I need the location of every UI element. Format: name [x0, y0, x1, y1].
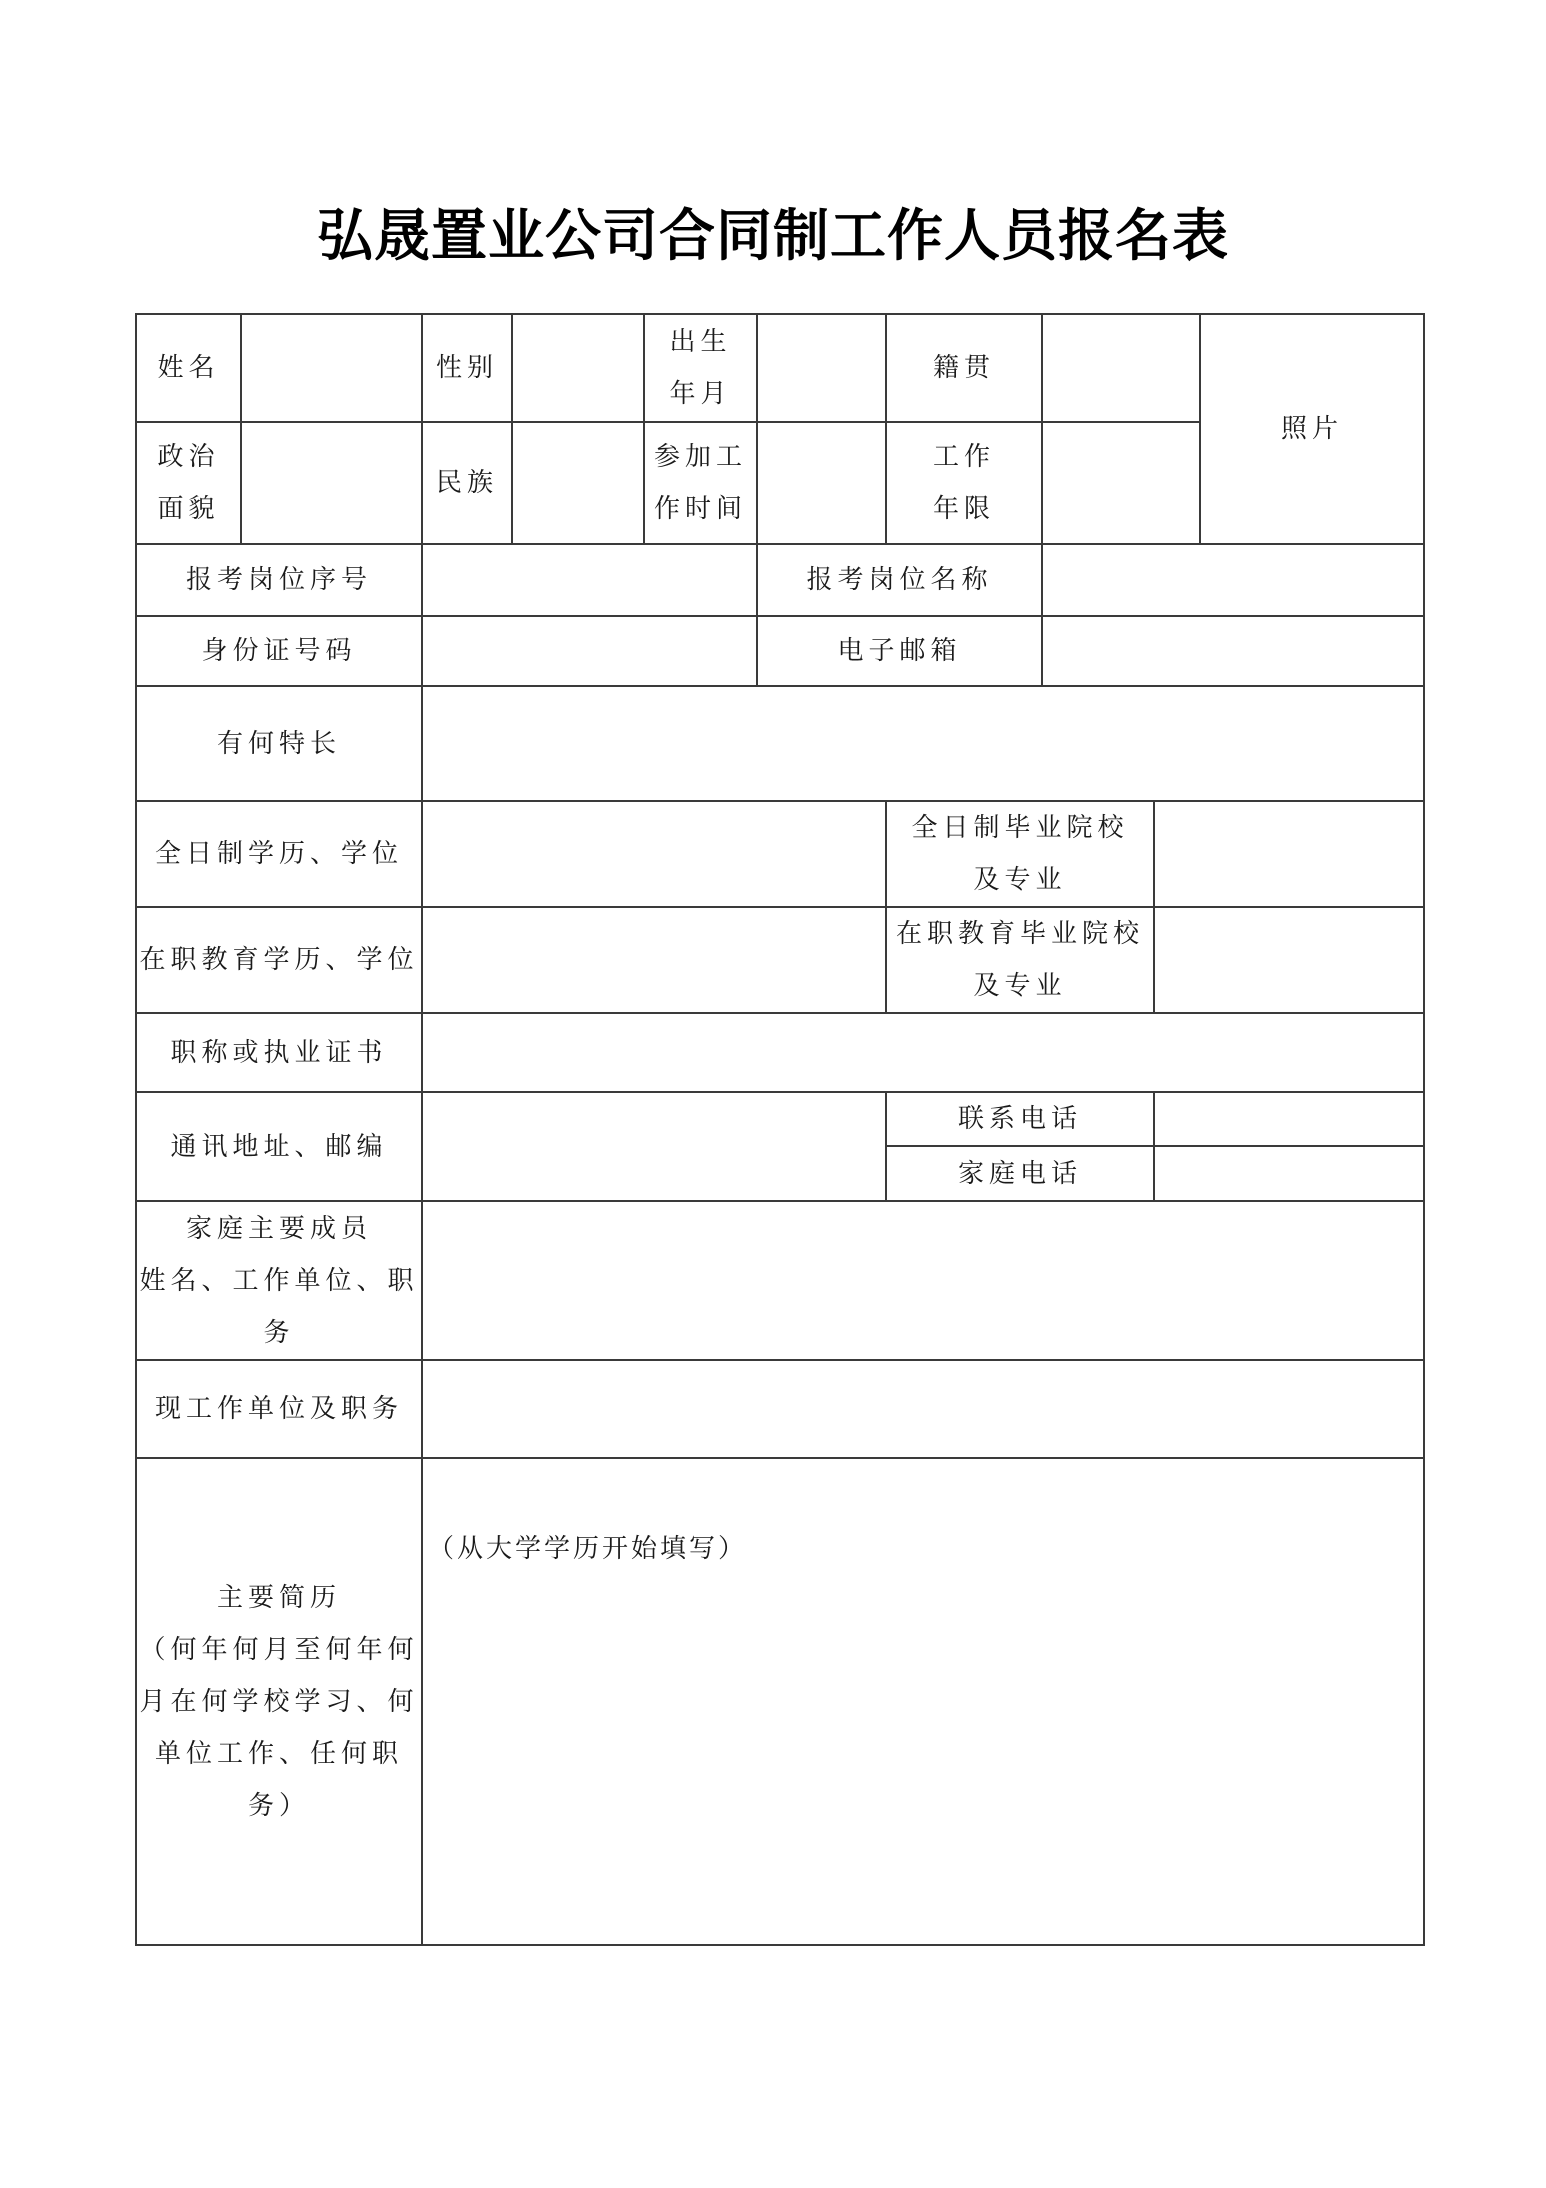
label-title-cert: 职称或执业证书: [170, 1037, 388, 1068]
label-name: 姓名: [157, 353, 220, 383]
label-contact-phone: 联系电话: [957, 1104, 1082, 1134]
input-political[interactable]: [241, 422, 422, 544]
input-email[interactable]: [1042, 616, 1424, 686]
input-address[interactable]: [422, 1092, 886, 1201]
label-inservice-degree: 在职教育学历、学位: [139, 945, 419, 975]
input-inservice-school[interactable]: [1154, 907, 1424, 1013]
label-work-start: 参加工 作时间: [653, 442, 747, 524]
input-inservice-degree[interactable]: [422, 907, 886, 1013]
label-gender: 性别: [435, 353, 498, 383]
label-ethnicity: 民族: [435, 468, 498, 498]
page-title: 弘晟置业公司合同制工作人员报名表: [317, 203, 1229, 269]
input-specialty[interactable]: [422, 686, 1424, 801]
label-fulltime-degree: 全日制学历、学位: [154, 839, 403, 869]
input-home-phone[interactable]: [1154, 1146, 1424, 1201]
input-ethnicity[interactable]: [512, 422, 644, 544]
input-fulltime-degree[interactable]: [422, 801, 886, 907]
input-position-no[interactable]: [422, 544, 757, 616]
input-name[interactable]: [241, 314, 422, 422]
label-address: 通讯地址、邮编: [170, 1131, 388, 1162]
input-work-years[interactable]: [1042, 422, 1200, 544]
label-email: 电子邮箱: [837, 636, 962, 666]
photo-label: 照片: [1280, 414, 1343, 444]
label-home-phone: 家庭电话: [957, 1158, 1082, 1189]
label-specialty: 有何特长: [216, 728, 341, 759]
label-id-number: 身份证号码: [201, 636, 357, 666]
input-birth[interactable]: [757, 314, 886, 422]
resume-hint: （从大学学历开始填写）: [428, 1534, 748, 1564]
input-gender[interactable]: [512, 314, 644, 422]
label-inservice-school: 在职教育毕业院校 及专业: [895, 919, 1144, 1001]
input-current-job[interactable]: [422, 1360, 1424, 1458]
label-native-place: 籍贯: [932, 353, 995, 383]
input-family[interactable]: [422, 1201, 1424, 1360]
input-work-start[interactable]: [757, 422, 886, 544]
label-current-job: 现工作单位及职务: [154, 1394, 403, 1424]
label-position-name: 报考岗位名称: [806, 565, 993, 595]
label-position-no: 报考岗位序号: [185, 565, 372, 595]
input-title-cert[interactable]: [422, 1013, 1424, 1092]
input-fulltime-school[interactable]: [1154, 801, 1424, 907]
label-resume: 主要简历 （何年何月至何年何 月在何学校学习、何 单位工作、任何职务）: [139, 1582, 419, 1821]
label-political: 政治 面貌: [157, 442, 220, 524]
label-birth: 出生 年月: [669, 327, 732, 409]
input-id-number[interactable]: [422, 616, 757, 686]
label-fulltime-school: 全日制毕业院校 及专业: [911, 813, 1129, 895]
photo-box[interactable]: [1200, 314, 1424, 544]
input-position-name[interactable]: [1042, 544, 1424, 616]
label-work-years: 工作 年限: [932, 442, 995, 524]
input-native-place[interactable]: [1042, 314, 1200, 422]
input-contact-phone[interactable]: [1154, 1092, 1424, 1146]
label-family: 家庭主要成员 姓名、工作单位、职 务: [139, 1213, 419, 1348]
